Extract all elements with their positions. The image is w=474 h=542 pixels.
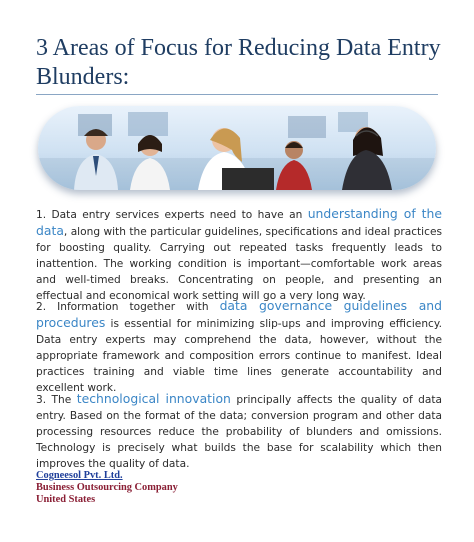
paragraph-text: is essential for minimizing slip-ups and improving efficiency. Data entry experts may comprehend the data, however, without the appropriate framework and composition errors continue to manifest. Ideal practices training and viable time lines generate accountability and excellent work.	[36, 318, 442, 394]
paragraph-understanding-data	[36, 206, 442, 304]
paragraph-text: 1. Data entry services experts need to have an	[36, 209, 308, 221]
paragraph-text: principally affects the quality of data entry. Based on the format of the data; conversion program and other data processing resources reduce the probability of blunders and omissions. Technology is precisely what builds the base for scalability which then improves the quality of data.	[36, 394, 443, 470]
paragraph-text: , along with the particular guidelines, specifications and ideal practices for boosting quality. Carrying out repeated tasks frequently leads to inattention. The working condition is important—comfortable work areas and well-timed breaks. Concentrating on people, and presenting an effectual and economical work setting will go a very long way.	[36, 226, 442, 302]
company-tagline: Business Outsourcing Company	[36, 482, 178, 493]
paragraph-technological-innovation	[36, 391, 442, 472]
paragraph-text: 2. Information together with	[36, 301, 220, 313]
company-location: United States	[36, 494, 96, 505]
highlight-technological-innovation: technological innovation	[76, 391, 231, 406]
company-footer	[36, 470, 178, 506]
highlight-data-governance: data governance guidelines and procedures	[36, 298, 442, 330]
highlight-understanding-of-the-data: understanding of the data	[36, 206, 442, 238]
banner-illustration	[38, 106, 436, 190]
page-title: 3 Areas of Focus for Reducing Data Entry Blunders:	[36, 35, 441, 90]
office-workers-banner-image	[38, 106, 436, 190]
paragraph-data-governance	[36, 298, 442, 396]
title-divider	[36, 94, 438, 95]
paragraph-text: 3. The	[36, 394, 77, 406]
company-name: Cogneesol Pvt. Ltd.	[36, 470, 123, 481]
